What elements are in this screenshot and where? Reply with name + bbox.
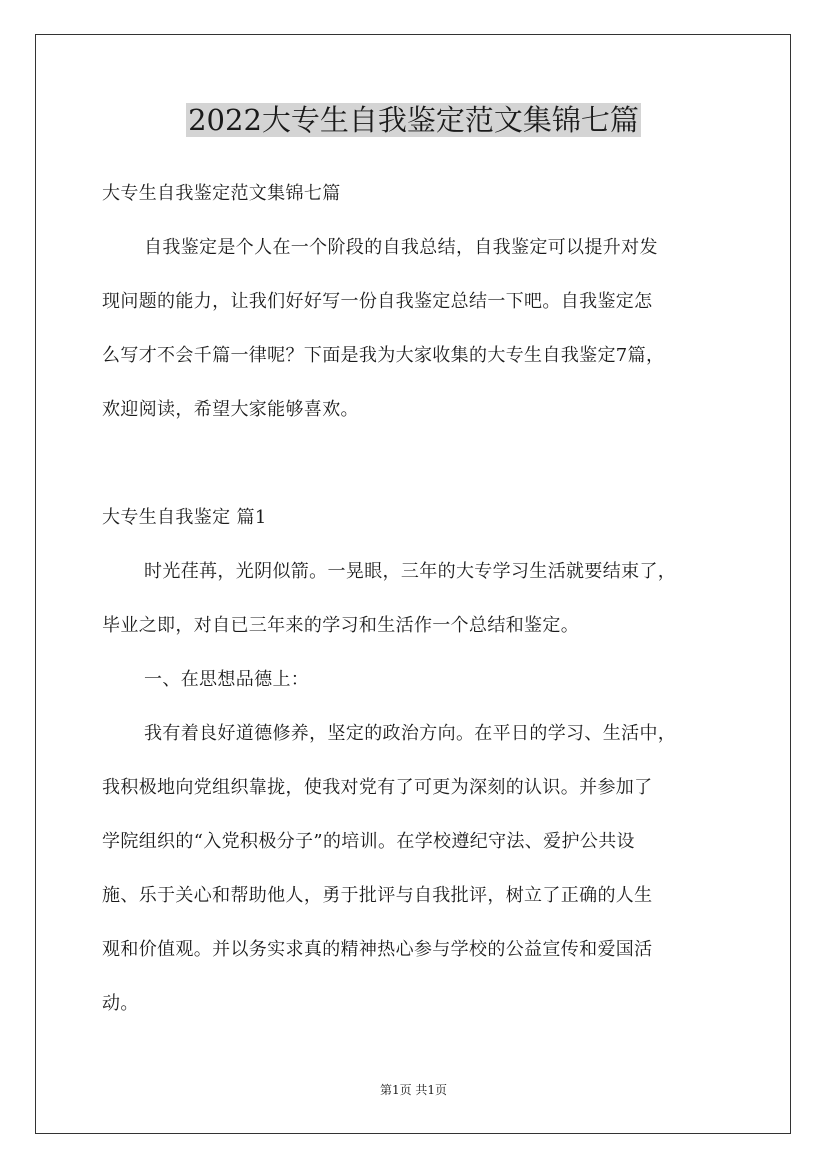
document-title bbox=[0, 98, 827, 142]
page-footer: 第1页 共1页 bbox=[379, 1083, 448, 1097]
paragraph-line: 施、乐于关心和帮助他人，勇于批评与自我批评，树立了正确的人生 bbox=[102, 885, 653, 906]
intro-line: 现问题的能力，让我们好好写一份自我鉴定总结一下吧。自我鉴定怎 bbox=[102, 291, 653, 312]
intro-line: 自我鉴定是个人在一个阶段的自我总结，自我鉴定可以提升对发 bbox=[144, 237, 658, 258]
subheading: 一、在思想品德上： bbox=[144, 669, 310, 690]
section-heading: 大专生自我鉴定 篇1 bbox=[102, 507, 267, 528]
document-subtitle: 大专生自我鉴定范文集锦七篇 bbox=[102, 183, 341, 204]
paragraph-line: 时光荏苒，光阴似箭。一晃眼，三年的大专学习生活就要结束了， bbox=[144, 561, 677, 582]
paragraph-line: 学院组织的“入党积极分子”的培训。在学校遵纪守法、爱护公共设 bbox=[102, 831, 635, 852]
intro-line: 么写才不会千篇一律呢？下面是我为大家收集的大专生自我鉴定7篇， bbox=[102, 345, 665, 366]
paragraph-line: 我有着良好道德修养，坚定的政治方向。在平日的学习、生活中， bbox=[144, 723, 677, 744]
document-title-text: 2022大专生自我鉴定范文集锦七篇 bbox=[188, 103, 639, 137]
paragraph-line: 观和价值观。并以务实求真的精神热心参与学校的公益宣传和爱国活 bbox=[102, 939, 653, 960]
paragraph-line: 我积极地向党组织靠拢，使我对党有了可更为深刻的认识。并参加了 bbox=[102, 777, 653, 798]
paragraph-line: 毕业之即，对自已三年来的学习和生活作一个总结和鉴定。 bbox=[102, 615, 580, 636]
intro-line: 欢迎阅读，希望大家能够喜欢。 bbox=[102, 399, 359, 420]
paragraph-line: 动。 bbox=[102, 993, 139, 1014]
